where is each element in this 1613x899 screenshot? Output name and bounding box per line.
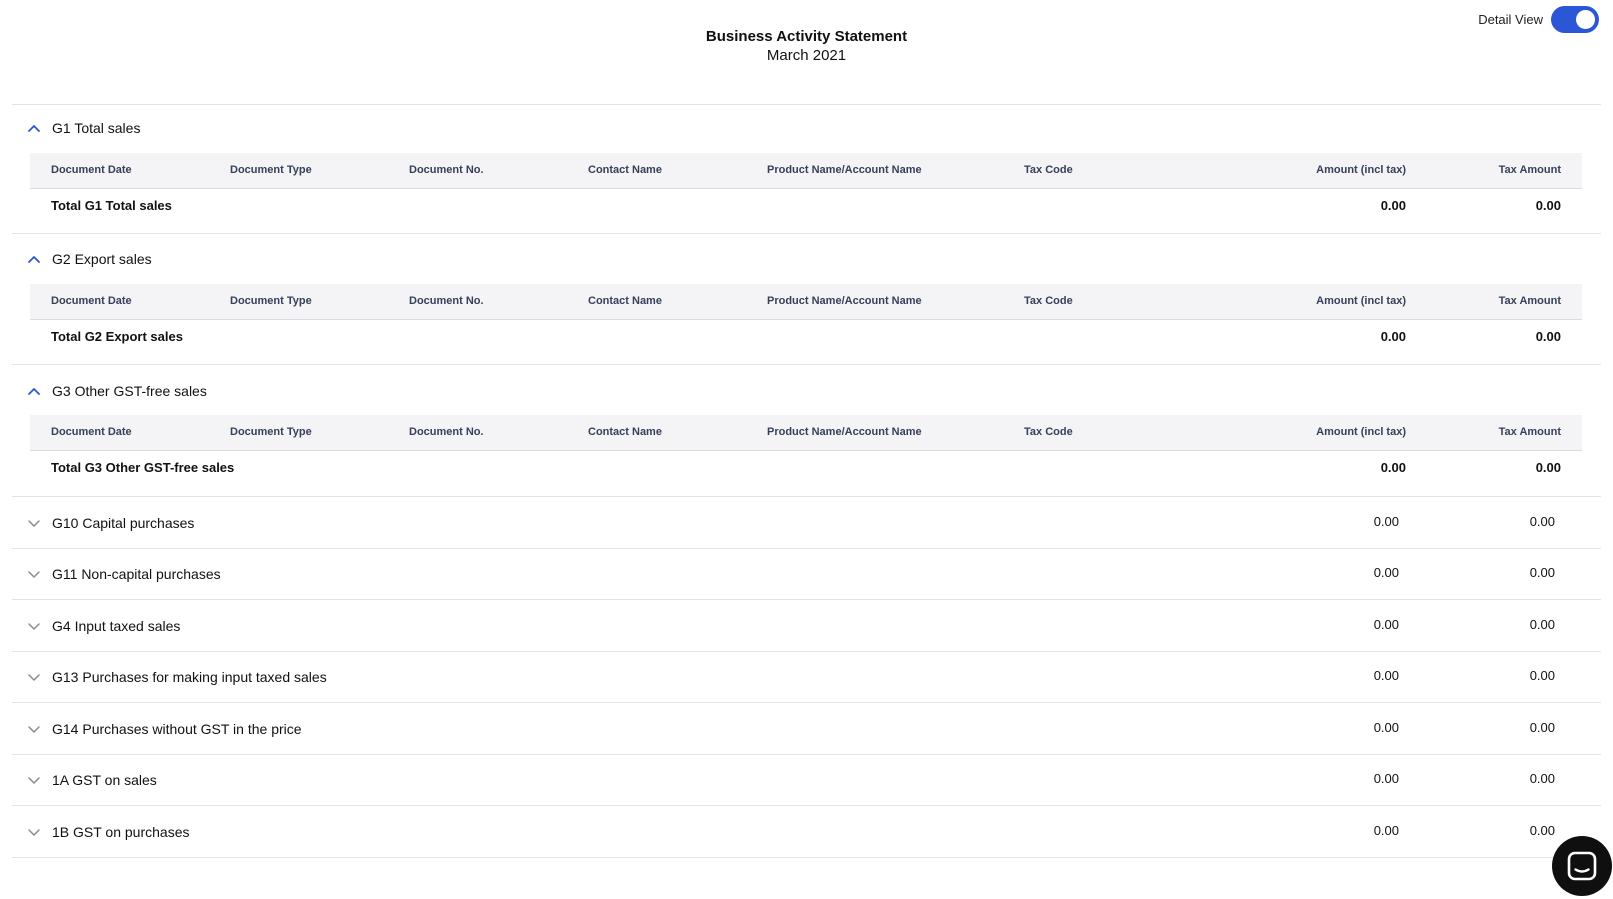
section-g4 — [12, 600, 1601, 651]
section-amount: 0.00 — [1373, 771, 1399, 786]
section-amount: 0.00 — [1373, 668, 1399, 683]
col-amount-incl-tax: Amount (incl tax) — [1316, 426, 1406, 438]
table-header — [30, 153, 1582, 189]
total-label: Total G2 Export sales — [51, 329, 183, 344]
table-header — [30, 415, 1582, 451]
section-amount: 0.00 — [1373, 514, 1399, 529]
col-document-date: Document Date — [51, 164, 132, 176]
section-tax: 0.00 — [1529, 668, 1555, 683]
section-tax: 0.00 — [1529, 514, 1555, 529]
section-g10 — [12, 497, 1601, 548]
section-label: G10 Capital purchases — [52, 515, 195, 531]
section-tax: 0.00 — [1529, 771, 1555, 786]
section-header-g1[interactable] — [12, 118, 140, 138]
section-amount: 0.00 — [1373, 720, 1399, 735]
chevron-up-icon — [24, 118, 44, 138]
section-header-1b[interactable] — [12, 822, 189, 842]
col-document-type: Document Type — [230, 426, 312, 438]
section-1a — [12, 754, 1601, 805]
col-tax-code: Tax Code — [1024, 164, 1073, 176]
chevron-down-icon — [24, 770, 44, 790]
section-g1 — [12, 104, 1601, 234]
section-header-g4[interactable] — [12, 616, 180, 636]
table-header — [30, 284, 1582, 320]
section-g13 — [12, 651, 1601, 702]
col-tax-code: Tax Code — [1024, 426, 1073, 438]
chat-icon — [1567, 851, 1597, 881]
section-label: G13 Purchases for making input taxed sales — [52, 669, 327, 685]
total-row — [30, 320, 1582, 354]
section-g14 — [12, 703, 1601, 754]
chat-launcher-button[interactable] — [1552, 836, 1612, 896]
section-amount: 0.00 — [1373, 823, 1399, 838]
divider — [12, 233, 1601, 234]
col-amount-incl-tax: Amount (incl tax) — [1316, 295, 1406, 307]
col-contact-name: Contact Name — [588, 426, 662, 438]
col-document-no: Document No. — [409, 164, 484, 176]
section-label: 1A GST on sales — [52, 772, 157, 788]
total-amount: 0.00 — [1380, 460, 1406, 475]
col-tax-amount: Tax Amount — [1498, 164, 1561, 176]
chevron-up-icon — [24, 249, 44, 269]
report-period: March 2021 — [766, 47, 847, 64]
divider — [12, 857, 1601, 858]
section-tax: 0.00 — [1529, 617, 1555, 632]
section-label: G4 Input taxed sales — [52, 618, 181, 634]
chevron-up-icon — [24, 381, 44, 401]
col-document-no: Document No. — [409, 426, 484, 438]
section-header-g2[interactable] — [12, 249, 152, 269]
section-header-g3[interactable] — [12, 381, 207, 401]
section-header-1a[interactable] — [12, 770, 157, 790]
section-tax: 0.00 — [1529, 565, 1555, 580]
section-label: G3 Other GST-free sales — [52, 383, 207, 399]
section-header-g10[interactable] — [12, 513, 194, 533]
total-tax: 0.00 — [1535, 460, 1561, 475]
chevron-down-icon — [24, 667, 44, 687]
section-header-g13[interactable] — [12, 667, 327, 687]
section-amount: 0.00 — [1373, 565, 1399, 580]
section-label: G14 Purchases without GST in the price — [52, 721, 302, 737]
section-label: 1B GST on purchases — [52, 824, 190, 840]
section-g2 — [12, 235, 1601, 365]
total-tax: 0.00 — [1535, 198, 1561, 213]
col-document-type: Document Type — [230, 295, 312, 307]
divider — [12, 364, 1601, 365]
col-tax-amount: Tax Amount — [1498, 295, 1561, 307]
col-tax-code: Tax Code — [1024, 295, 1073, 307]
chevron-down-icon — [24, 564, 44, 584]
total-amount: 0.00 — [1380, 329, 1406, 344]
section-header-g11[interactable] — [12, 564, 221, 584]
total-row — [30, 189, 1582, 223]
section-amount: 0.00 — [1373, 617, 1399, 632]
col-product-account: Product Name/Account Name — [767, 295, 922, 307]
section-label: G2 Export sales — [52, 251, 152, 267]
section-g3 — [12, 366, 1601, 496]
section-label: G11 Non-capital purchases — [52, 566, 221, 582]
section-header-g14[interactable] — [12, 719, 302, 739]
col-product-account: Product Name/Account Name — [767, 164, 922, 176]
chevron-down-icon — [24, 822, 44, 842]
total-label: Total G1 Total sales — [51, 198, 172, 213]
total-label: Total G3 Other GST-free sales — [51, 460, 235, 475]
total-amount: 0.00 — [1380, 198, 1406, 213]
detail-view-toggle-group — [1478, 6, 1599, 33]
chevron-down-icon — [24, 719, 44, 739]
detail-view-label: Detail View — [1478, 12, 1543, 27]
report-title: Business Activity Statement — [705, 28, 908, 45]
section-g11 — [12, 548, 1601, 599]
col-contact-name: Contact Name — [588, 164, 662, 176]
col-tax-amount: Tax Amount — [1498, 426, 1561, 438]
chevron-down-icon — [24, 616, 44, 636]
section-1b — [12, 806, 1601, 857]
total-row — [30, 451, 1582, 485]
toggle-knob — [1576, 10, 1595, 29]
section-label: G1 Total sales — [52, 120, 141, 136]
section-tax: 0.00 — [1529, 720, 1555, 735]
chevron-down-icon — [24, 513, 44, 533]
col-contact-name: Contact Name — [588, 295, 662, 307]
section-tax: 0.00 — [1529, 823, 1555, 838]
total-tax: 0.00 — [1535, 329, 1561, 344]
col-document-type: Document Type — [230, 164, 312, 176]
detail-view-toggle[interactable] — [1551, 6, 1599, 33]
col-product-account: Product Name/Account Name — [767, 426, 922, 438]
col-document-date: Document Date — [51, 426, 132, 438]
col-document-no: Document No. — [409, 295, 484, 307]
col-document-date: Document Date — [51, 295, 132, 307]
col-amount-incl-tax: Amount (incl tax) — [1316, 164, 1406, 176]
